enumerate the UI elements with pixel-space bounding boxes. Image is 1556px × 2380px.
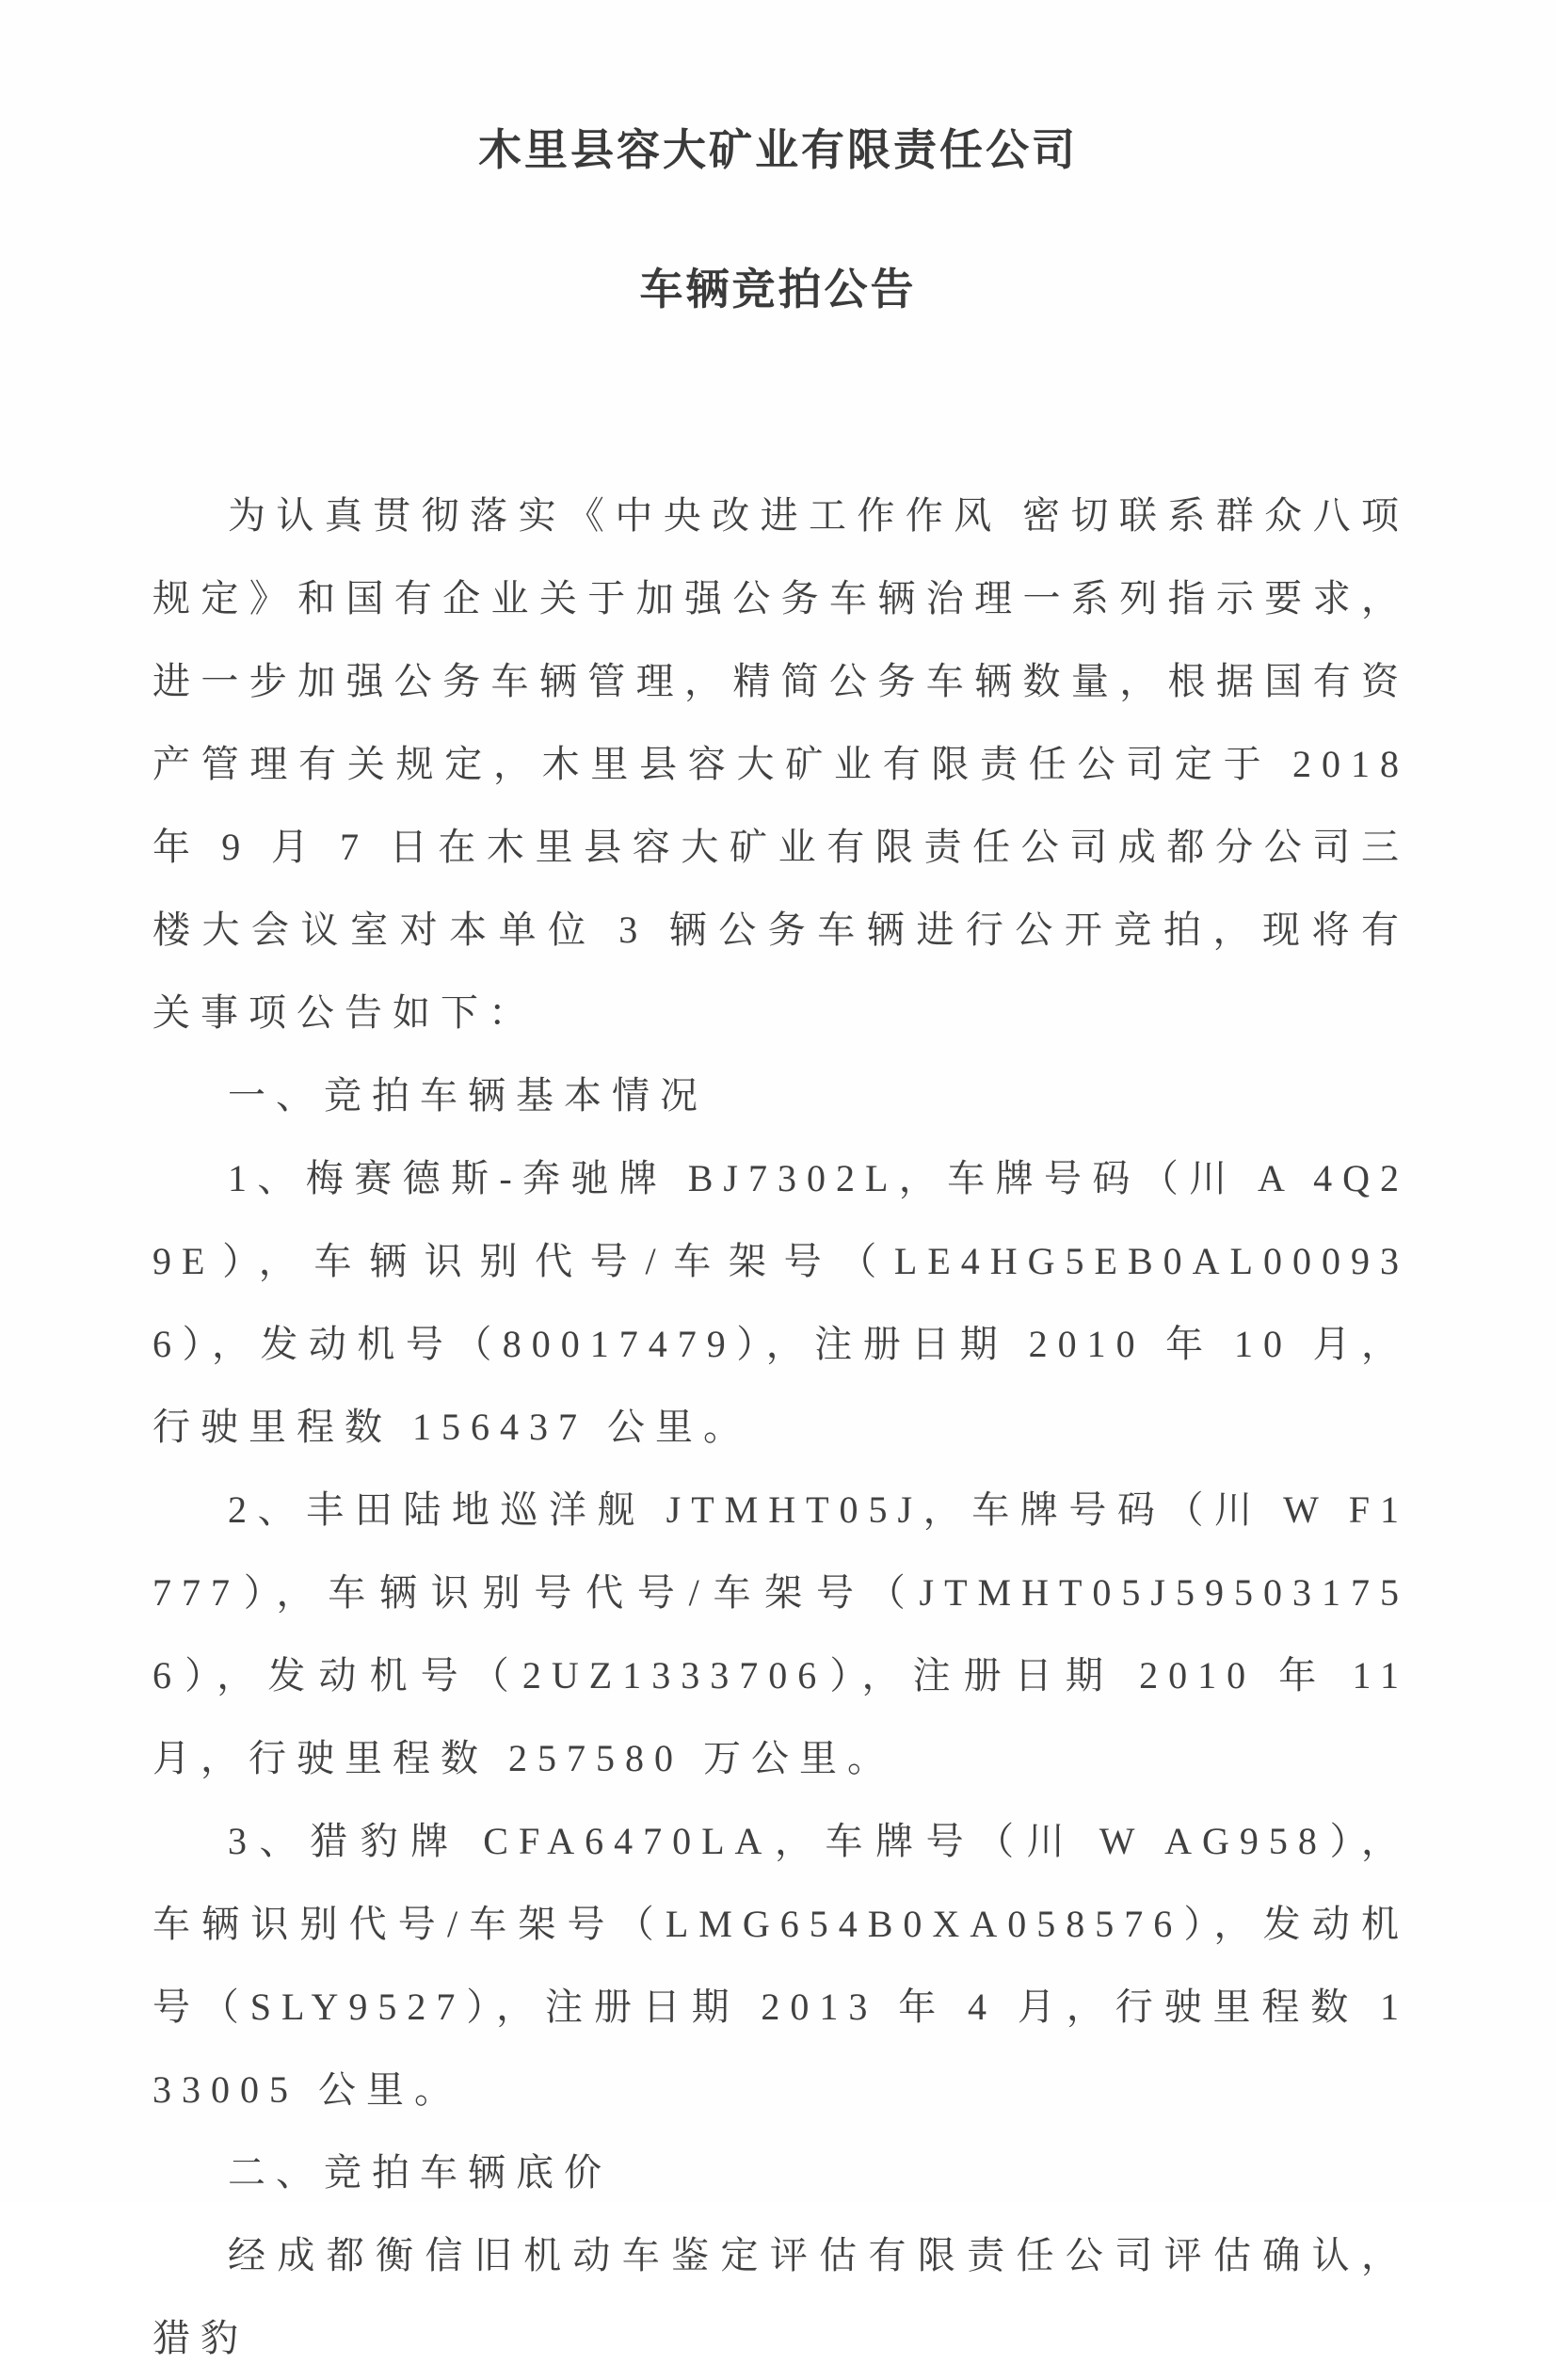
section-1-heading: 一、竞拍车辆基本情况 (228, 1074, 708, 1117)
page-title: 木里县容大矿业有限责任公司 (478, 126, 1078, 174)
title-block (0, 0, 1556, 320)
section-2-heading: 二、竞拍车辆底价 (228, 2151, 612, 2194)
vehicle-item-1: 1、梅赛德斯-奔驰牌 BJ7302L，车牌号码（川 A 4Q29E），车辆识别代号/车架号（LE4HG5EB0AL000936），发动机号（80017479），注册日期 2010 年 10 月，行驶里程数 156437 公里。 (152, 1157, 1409, 1448)
intro-paragraph: 为认真贯彻落实《中央改进工作作风 密切联系群众八项规定》和国有企业关于加强公务车辆治理一系列指示要求，进一步加强公务车辆管理，精简公务车辆数量，根据国有资产管理有关规定，木里县容大矿业有限责任公司定于 2018 年 9 月 7 日在木里县容大矿业有限责任公司成都分公司三楼大会议室对本单位 3 辆公务车辆进行公开竞拍，现将有关事项公告如下： (152, 494, 1409, 1034)
closing-paragraph: 经成都衡信旧机动车鉴定评估有限责任公司评估确认，猎豹 (152, 2234, 1409, 2359)
vehicle-item-2: 2、丰田陆地巡洋舰 JTMHT05J，车牌号码（川 W F1777），车辆识别号代号/车架号（JTMHT05J595031756），发动机号（2UZ1333706），注册日期 2010 年 11 月，行驶里程数 257580 万公里。 (152, 1488, 1409, 1779)
document-body (0, 474, 1556, 2380)
vehicle-item-3: 3、猎豹牌 CFA6470LA，车牌号（川 W AG958），车辆识别代号/车架号（LMG654B0XA058576），发动机号（SLY9527），注册日期 2013 年 4 月，行驶里程数 133005 公里。 (152, 1820, 1409, 2111)
page-subtitle: 车辆竞拍公告 (639, 265, 917, 314)
